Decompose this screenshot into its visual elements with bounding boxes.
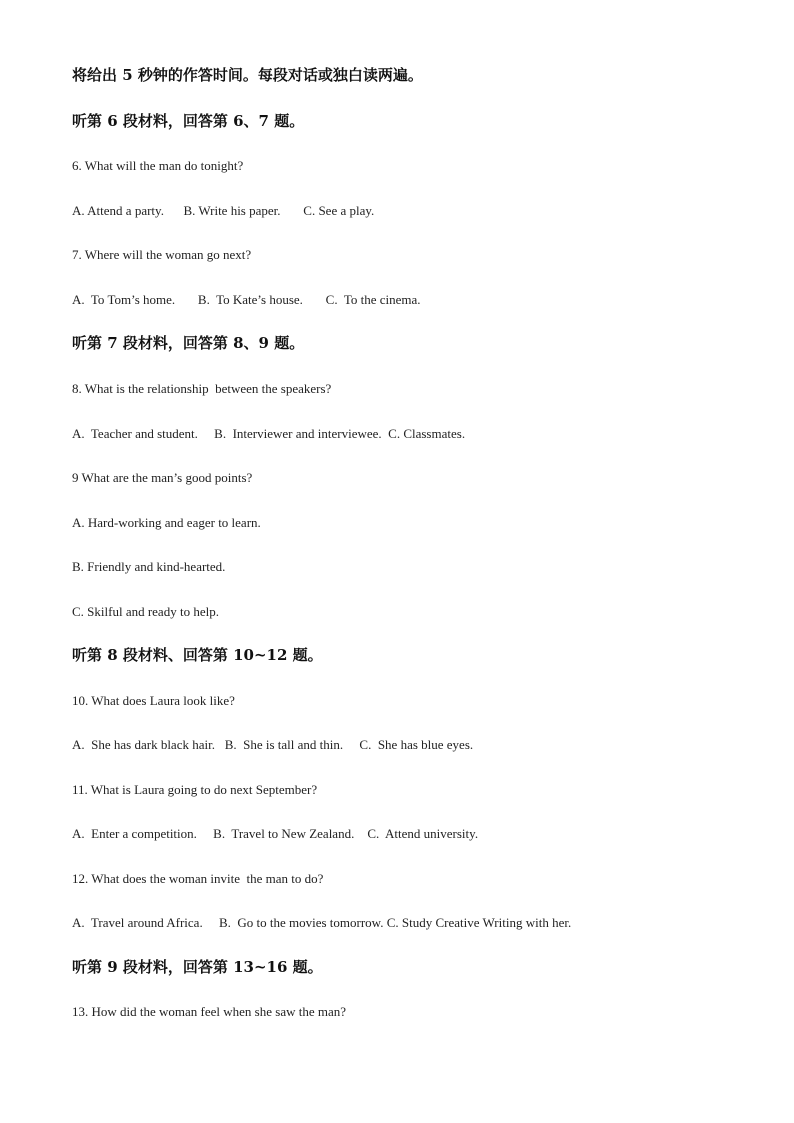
question-6: 6. What will the man do tonight?	[72, 158, 244, 173]
question-8-options: A. Teacher and student. B. Interviewer and interviewee. C. Classmates.	[72, 426, 466, 441]
section-heading-8: 听第 8 段材料、回答第 10~12 题。	[72, 646, 323, 664]
question-7-options: A. To Tom’s home. B. To Kate’s house. C. To the cinema.	[72, 292, 421, 307]
question-12: 12. What does the woman invite the man to do?	[72, 871, 324, 886]
question-8: 8. What is the relationship between the speakers?	[72, 381, 332, 396]
question-9-option-b: B. Friendly and kind-hearted.	[72, 559, 226, 574]
question-9: 9 What are the man’s good points?	[72, 470, 253, 485]
question-12-options: A. Travel around Africa. B. Go to the movies tomorrow. C. Study Creative Writing with her.	[72, 915, 572, 930]
question-10: 10. What does Laura look like?	[72, 693, 235, 708]
question-10-options: A. She has dark black hair. B. She is tall and thin. C. She has blue eyes.	[72, 737, 474, 752]
section-heading-7: 听第 7 段材料，回答第 8、9 题。	[72, 334, 305, 352]
instruction-text: 将给出 5 秒钟的作答时间。每段对话或独白读两遍。	[72, 66, 423, 84]
question-6-options: A. Attend a party. B. Write his paper. C. See a play.	[72, 203, 375, 218]
question-11-options: A. Enter a competition. B. Travel to New Zealand. C. Attend university.	[72, 826, 479, 841]
section-heading-6: 听第 6 段材料，回答第 6、7 题。	[72, 112, 305, 130]
question-13: 13. How did the woman feel when she saw the man?	[72, 1004, 347, 1019]
question-11: 11. What is Laura going to do next September?	[72, 782, 318, 797]
section-heading-9: 听第 9 段材料，回答第 13~16 题。	[72, 958, 323, 976]
question-7: 7. Where will the woman go next?	[72, 247, 252, 262]
question-9-option-a: A. Hard-working and eager to learn.	[72, 515, 261, 530]
question-9-option-c: C. Skilful and ready to help.	[72, 604, 219, 619]
